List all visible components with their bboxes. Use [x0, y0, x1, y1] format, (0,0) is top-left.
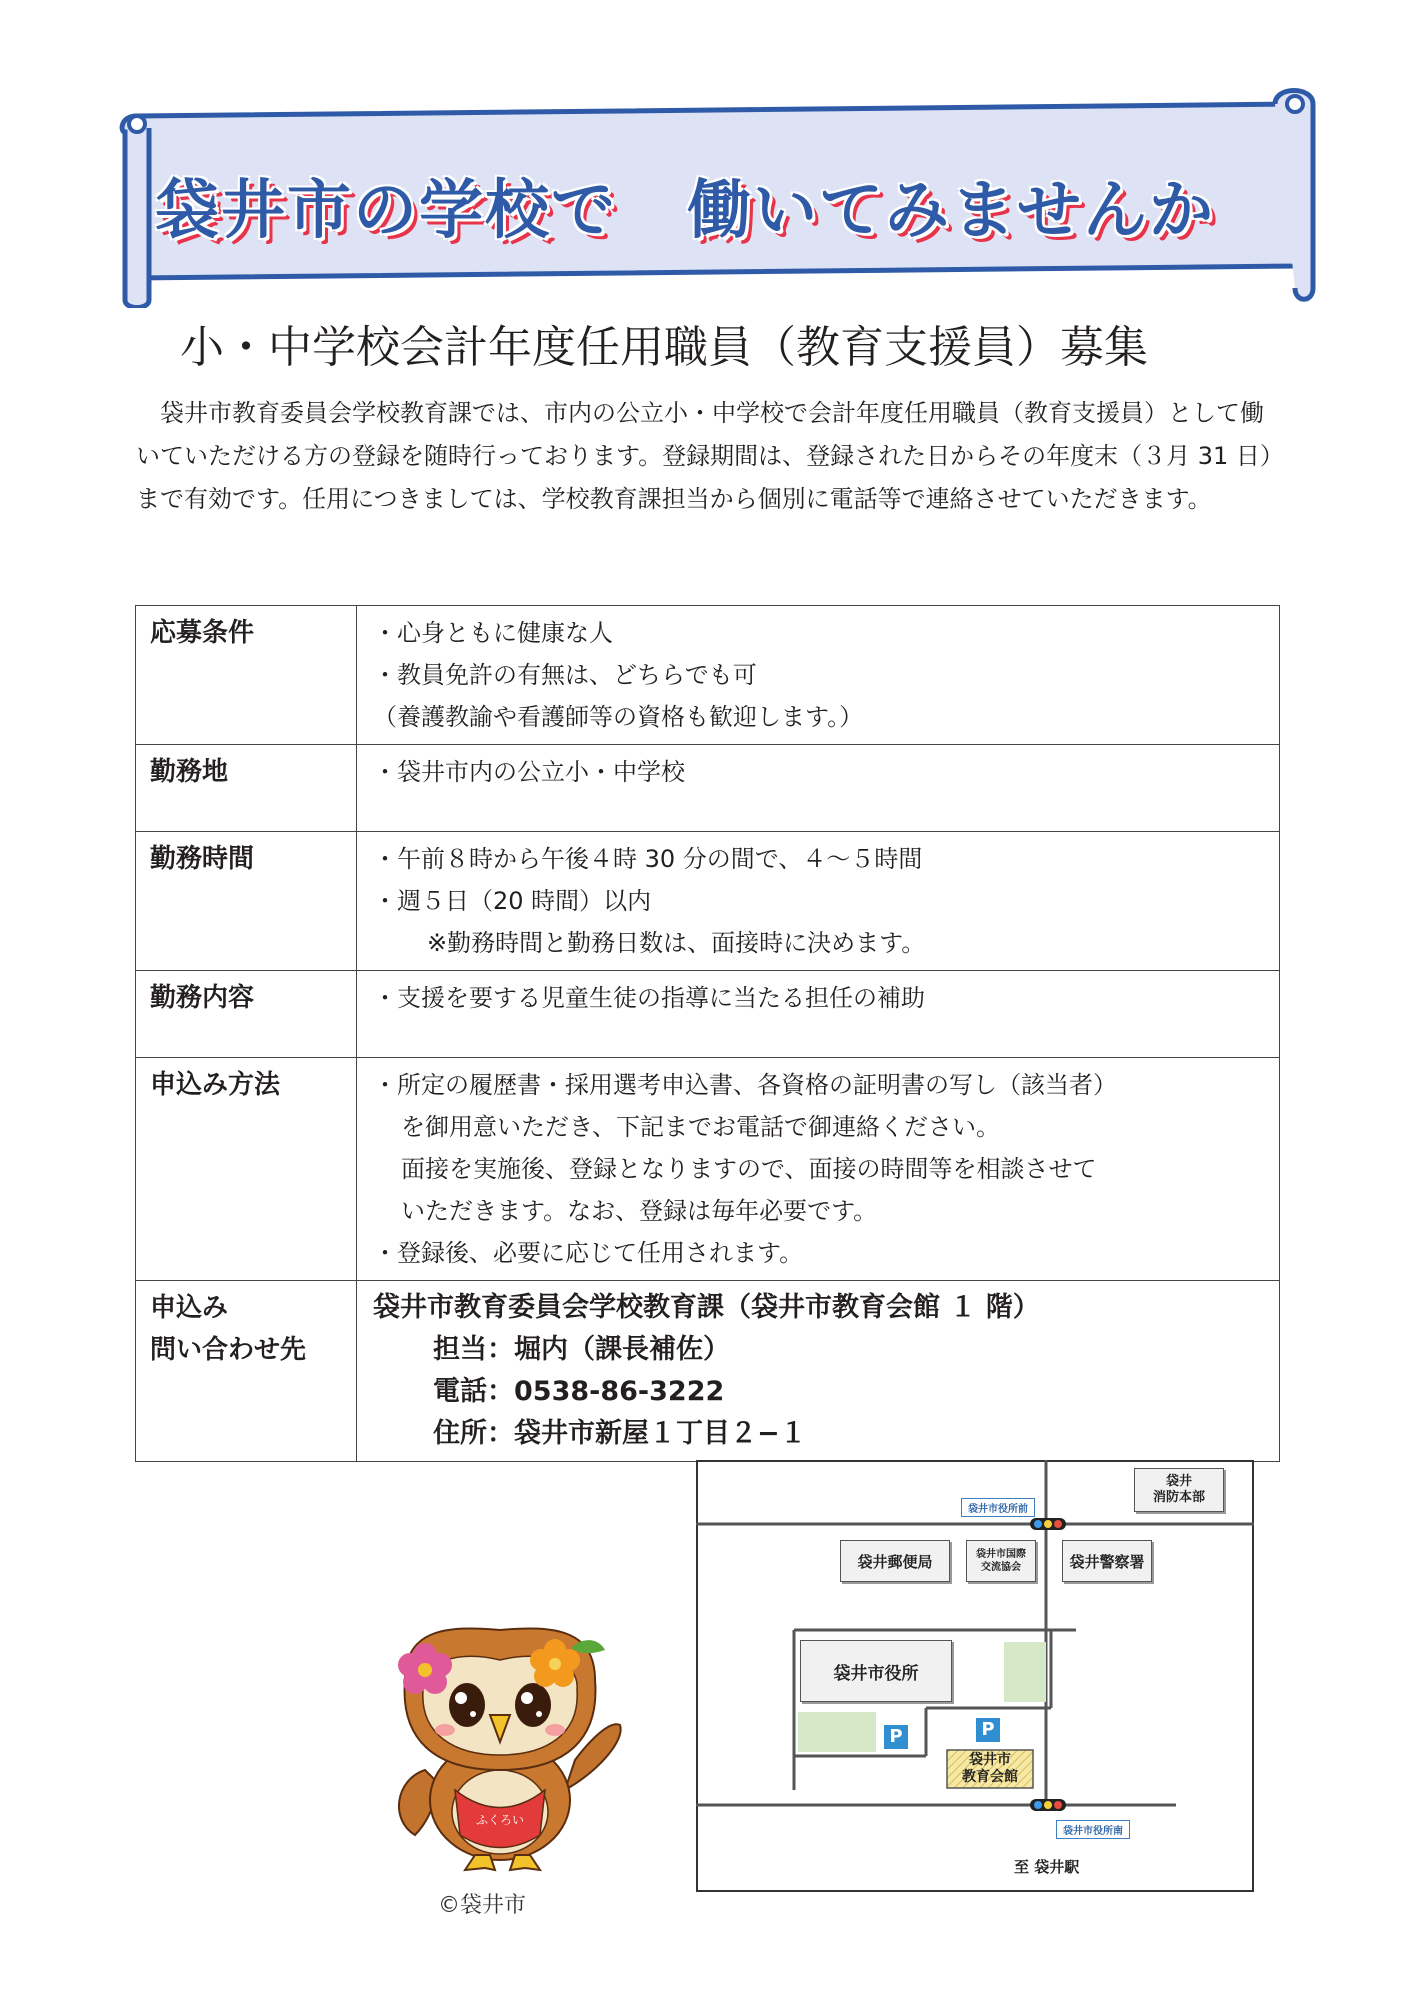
list-item: ・週５日（20 時間）以内 [373, 887, 652, 915]
map-fire-station: 袋井 消防本部 [1134, 1468, 1224, 1512]
row-head-location: 勤務地 [136, 745, 357, 832]
list-item: ・所定の履歴書・採用選考申込書、各資格の証明書の写し（該当者） [373, 1071, 1117, 1099]
row-body-requirements [357, 606, 1280, 745]
list-item: を御用意いただき、下記までお電話で御連絡ください。 [401, 1113, 1001, 1141]
banner-title [155, 166, 1345, 256]
list-item: ・教員免許の有無は、どちらでも可 [373, 661, 757, 689]
parking-icon: P [976, 1718, 1000, 1742]
list-item: ・心身ともに健康な人 [373, 619, 613, 647]
list-item: ※勤務時間と勤務日数は、面接時に決めます。 [427, 929, 926, 957]
list-item: ・支援を要する児童生徒の指導に当たる担任の補助 [373, 984, 925, 1012]
table-row-contact [136, 1281, 1280, 1462]
traffic-light-icon [1030, 1799, 1066, 1811]
row-head-requirements: 応募条件 [136, 606, 357, 745]
bus-stop-north-sign: 袋井市役所前 [961, 1498, 1035, 1517]
banner-title-part2: 働いてみませんか [687, 174, 1215, 248]
row-head-apply: 申込み方法 [136, 1058, 357, 1281]
contact-person: 担当：堀内（課長補佐） [433, 1334, 730, 1365]
table-row-apply [136, 1058, 1280, 1281]
title-banner [115, 88, 1320, 308]
table-row-requirements [136, 606, 1280, 745]
parking-icon: P [884, 1725, 908, 1749]
owl-mascot [385, 1620, 635, 1875]
banner-title-part1: 袋井市の学校で [155, 174, 617, 248]
row-body-apply [357, 1058, 1280, 1281]
list-item: ・袋井市内の公立小・中学校 [373, 758, 685, 786]
row-body-location [357, 745, 1280, 832]
page-subtitle: 小・中学校会計年度任用職員（教育支援員）募集 [180, 322, 1148, 373]
row-head-hours: 勤務時間 [136, 832, 357, 971]
map-police-station: 袋井警察署 [1062, 1540, 1152, 1582]
contact-phone: 電話：0538-86-3222 [433, 1376, 725, 1407]
mascot-sash-text: ふくろい [475, 1813, 525, 1827]
intro-paragraph: 袋井市教育委員会学校教育課では、市内の公立小・中学校で会計年度任用職員（教育支援員）として働いていただける方の登録を随時行っております。登録期間は、登録された日からその年度末（３月 31 日）まで有効です。任用につきましては、学校教育課担当から個別に電話等で連絡させていただきます。 [136, 399, 1284, 513]
row-body-hours [357, 832, 1280, 971]
map-to-station: 至 袋井駅 [1014, 1858, 1080, 1876]
access-map [696, 1460, 1254, 1892]
map-roads [696, 1460, 1254, 1892]
recruitment-info-table [135, 605, 1280, 1462]
map-post-office: 袋井郵便局 [840, 1540, 950, 1582]
row-head-duties: 勤務内容 [136, 971, 357, 1058]
list-item: （養護教諭や看護師等の資格も歓迎します。） [373, 703, 864, 731]
bus-stop-south-sign: 袋井市役所南 [1056, 1820, 1130, 1839]
contact-office: 袋井市教育委員会学校教育課（袋井市教育会館 １ 階） [373, 1292, 1040, 1323]
table-row-hours [136, 832, 1280, 971]
list-item: 面接を実施後、登録となりますので、面接の時間等を相談させて [401, 1155, 1097, 1183]
map-city-hall: 袋井市役所 [800, 1640, 952, 1702]
list-item: ・午前８時から午後４時 30 分の間で、４～５時間 [373, 845, 923, 873]
traffic-light-icon [1030, 1518, 1066, 1530]
row-body-contact [357, 1281, 1280, 1462]
map-international-association: 袋井市国際 交流協会 [966, 1540, 1036, 1582]
row-head-contact: 申込み 問い合わせ先 [136, 1281, 357, 1462]
row-body-duties [357, 971, 1280, 1058]
list-item: いただきます。なお、登録は毎年必要です。 [401, 1197, 878, 1225]
map-education-hall: 袋井市 教育会館 [962, 1752, 1018, 1785]
list-item: ・登録後、必要に応じて任用されます。 [373, 1239, 804, 1267]
owl-mascot-icon [385, 1620, 635, 1875]
table-row-duties [136, 971, 1280, 1058]
table-row-location [136, 745, 1280, 832]
contact-address: 住所：袋井市新屋１丁目２−１ [433, 1418, 807, 1449]
copyright-text: ©袋井市 [438, 1893, 527, 1918]
